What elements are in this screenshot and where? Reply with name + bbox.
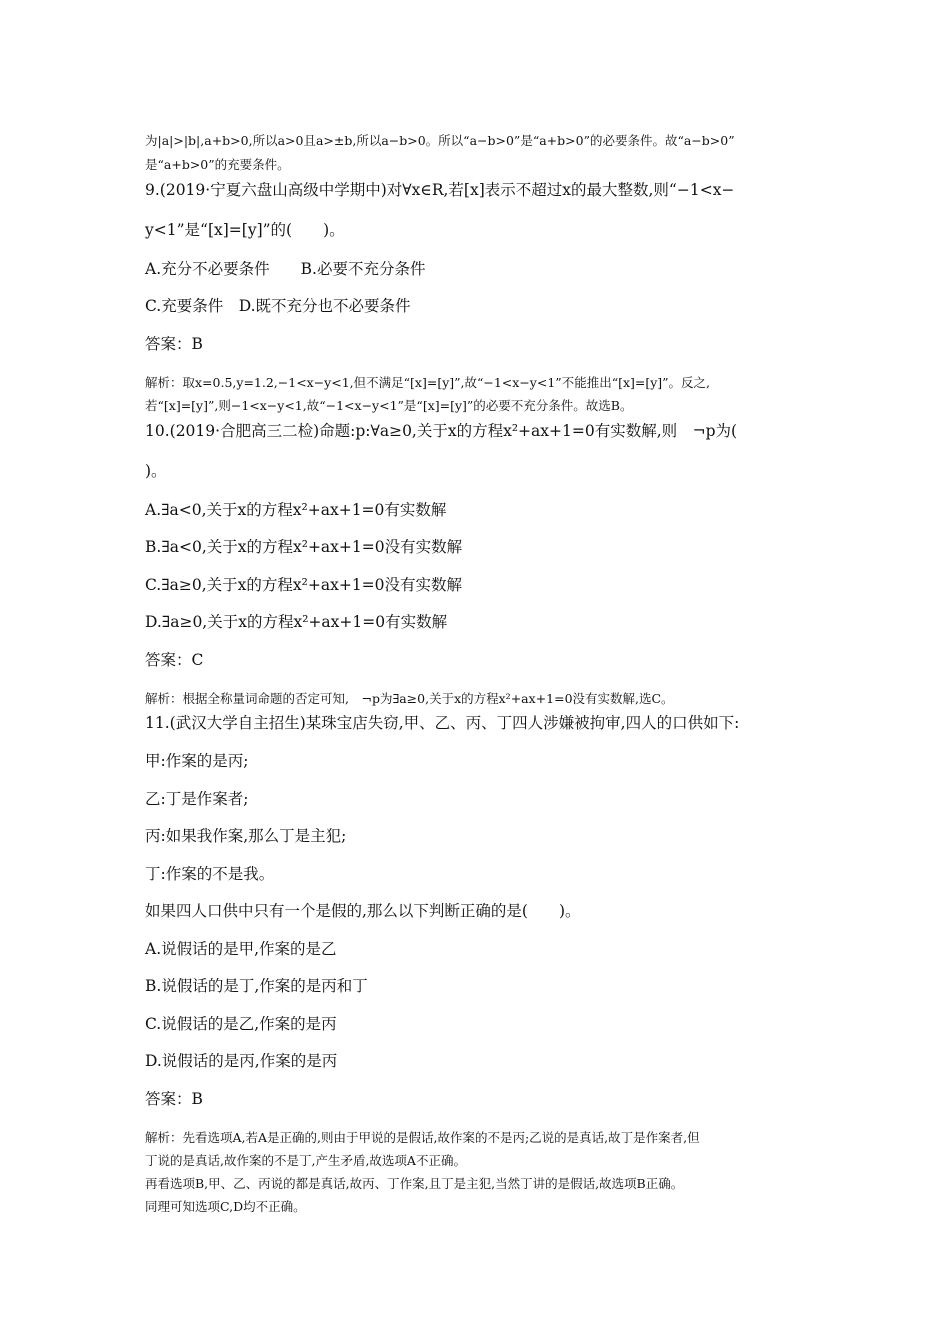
text-line-q10C: C.∃a≥0,关于x的方程x²+ax+1=0没有实数解: [145, 576, 463, 594]
text-line-q9ex1: 解析：取x=0.5,y=1.2,−1<x−y<1,但不满足“[x]=[y]”,故“−1<x−y<1”不能推出“[x]=[y]”。反之,: [145, 375, 711, 390]
text-line-s1: 甲:作案的是丙;: [145, 752, 249, 770]
text-line-q11: 11.(武汉大学自主招生)某珠宝店失窃,甲、乙、丙、丁四人涉嫌被拘审,四人的口供如下:: [145, 714, 740, 732]
text-line-q10B: B.∃a<0,关于x的方程x²+ax+1=0没有实数解: [145, 538, 463, 556]
text-line-p1: 为|a|>|b|,a+b>0,所以a>0且a>±b,所以a−b>0。所以“a−b>0”是“a+b>0”的必要条件。故“a−b>0”: [145, 133, 735, 148]
text-line-q9ans: 答案：B: [145, 335, 203, 353]
text-line-s3: 丙:如果我作案,那么丁是主犯;: [145, 827, 347, 845]
text-line-q9a: 9.(2019·宁夏六盘山高级中学期中)对∀x∈R,若[x]表示不超过x的最大整数,则“−1<x−: [145, 181, 735, 199]
text-line-s4: 丁:作案的不是我。: [145, 865, 275, 883]
text-line-q9b: y<1”是“[x]=[y]”的( )。: [145, 221, 345, 239]
text-line-q11ex2: 丁说的是真话,故作案的不是丁,产生矛盾,故选项A不正确。: [145, 1153, 466, 1168]
text-line-q10ans: 答案：C: [145, 651, 204, 669]
text-line-q11C: C.说假话的是乙,作案的是丙: [145, 1015, 337, 1033]
text-line-q11A: A.说假话的是甲,作案的是乙: [145, 940, 337, 958]
text-line-q9optAB: A.充分不必要条件 B.必要不充分条件: [145, 260, 426, 278]
text-line-s2: 乙:丁是作案者;: [145, 790, 249, 808]
text-line-q11ex3: 再看选项B,甲、乙、丙说的都是真话,故丙、丁作案,且丁是主犯,当然丁讲的是假话,故选项B正确。: [145, 1176, 684, 1191]
text-line-q11B: B.说假话的是丁,作案的是丙和丁: [145, 977, 368, 995]
text-line-p2: 是“a+b>0”的充要条件。: [145, 157, 290, 172]
text-line-q11stem: 如果四人口供中只有一个是假的,那么以下判断正确的是( )。: [145, 902, 581, 920]
text-line-q11ex1: 解析：先看选项A,若A是正确的,则由于甲说的是假话,故作案的不是丙;乙说的是真话,故丁是作案者,但: [145, 1130, 700, 1145]
text-line-q10A: A.∃a<0,关于x的方程x²+ax+1=0有实数解: [145, 501, 447, 519]
text-line-q11ans: 答案：B: [145, 1090, 203, 1108]
text-line-q11D: D.说假话的是丙,作案的是丙: [145, 1052, 338, 1070]
text-line-q10ex: 解析：根据全称量词命题的否定可知, ¬p为∃a≥0,关于x的方程x²+ax+1=0没有实数解,选C。: [145, 691, 674, 706]
text-line-q11ex4: 同理可知选项C,D均不正确。: [145, 1199, 306, 1214]
text-line-q10b: )。: [145, 462, 167, 480]
text-line-q10D: D.∃a≥0,关于x的方程x²+ax+1=0有实数解: [145, 613, 448, 631]
text-line-q9ex2: 若“[x]=[y]”,则−1<x−y<1,故“−1<x−y<1”是“[x]=[y]”的必要不充分条件。故选B。: [145, 398, 633, 413]
text-line-q10a: 10.(2019·合肥高三二检)命题:p:∀a≥0,关于x的方程x²+ax+1=0有实数解,则 ¬p为(: [145, 422, 738, 440]
text-line-q9optCD: C.充要条件 D.既不充分也不必要条件: [145, 297, 411, 315]
